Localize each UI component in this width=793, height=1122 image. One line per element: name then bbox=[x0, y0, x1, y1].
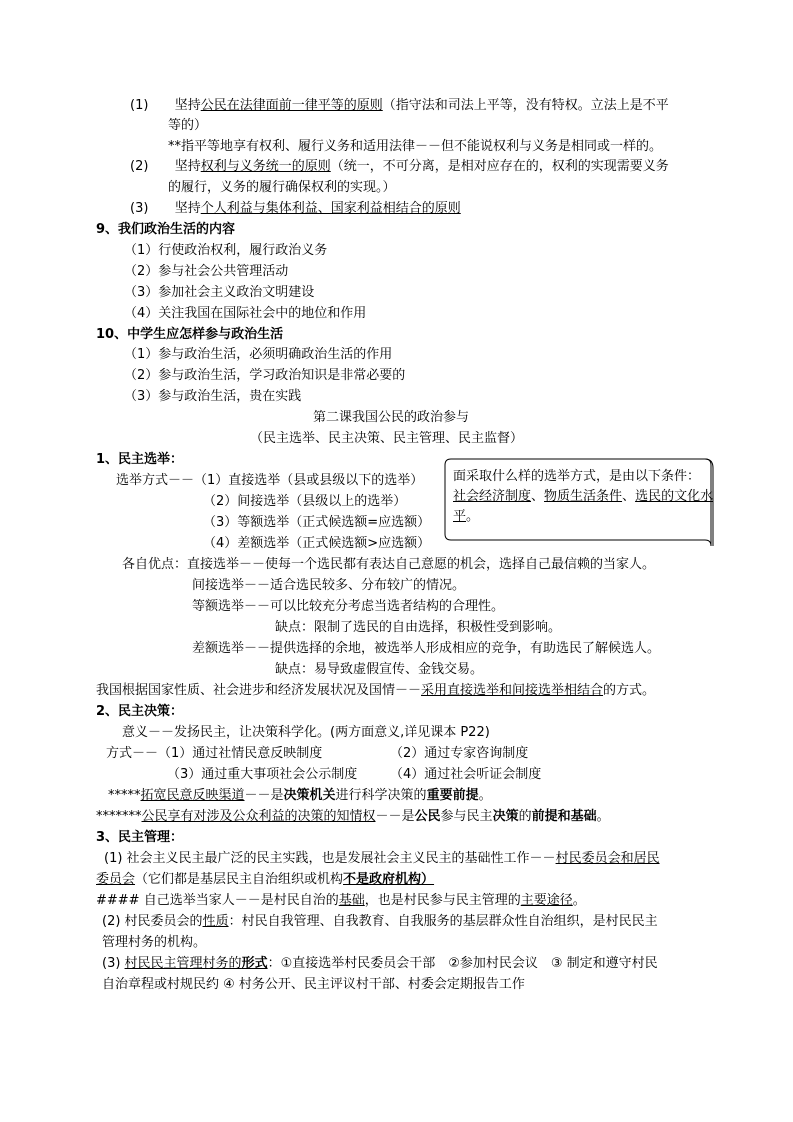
section-9-item: （1）行使政治权利，履行政治义务 bbox=[124, 243, 328, 258]
decision-way-3: （3）通过重大事项社会公示制度 bbox=[167, 767, 358, 782]
decision-title: 2、民主决策： bbox=[96, 704, 184, 719]
election-merit-2: 间接选举－－适合选民较多、分布较广的情况。 bbox=[192, 578, 466, 593]
section-10-item: （1）参与政治生活，必须明确政治生活的作用 bbox=[124, 347, 393, 362]
lesson-title: 第二课我国公民的政治参与 bbox=[313, 410, 470, 425]
section-10-item: （2）参与政治生活，学习政治知识是非常必要的 bbox=[124, 368, 406, 383]
management-item-2-cont: 管理村务的机构。 bbox=[102, 935, 207, 950]
section-9-item: （4）关注我国在国际社会中的地位和作用 bbox=[124, 306, 367, 321]
section-10-item: （3）参与政治生活，贵在实践 bbox=[124, 389, 302, 404]
principle-1-cont: 等的） bbox=[168, 118, 208, 133]
decision-way-1: 方式－－（1）通过社情民意反映制度 bbox=[106, 746, 323, 761]
note-text: 面采取什么样的选举方式，是由以下条件： 社会经济制度、物质生活条件、选民的文化水平。 bbox=[453, 469, 714, 524]
decision-way-2: （2）通过专家咨询制度 bbox=[390, 746, 529, 761]
management-item-1-cont: 委员会（它们都是基层民主自治组织或机构不是政府机构） bbox=[96, 872, 435, 887]
section-9-item: （3）参加社会主义政治文明建设 bbox=[124, 285, 315, 300]
decision-note-2: *******公民享有对涉及公众利益的决策的知情权－－是公民参与民主决策的前提和基础。 bbox=[96, 809, 610, 824]
management-item-1: (1) 社会主义民主最广泛的民主实践，也是发展社会主义民主的基础性工作－－村民委员会和居民 bbox=[104, 851, 660, 866]
election-merit-4: 差额选举－－提供选择的余地，被选举人形成相应的竞争，有助选民了解候选人。 bbox=[192, 641, 661, 656]
principle-2-cont: 的履行，义务的履行确保权利的实现。） bbox=[168, 180, 396, 195]
election-china: 我国根据国家性质、社会进步和经济发展状况及国情－－采用直接选举和间接选举相结合的方式。 bbox=[96, 683, 656, 698]
decision-way-4: （4）通过社会听证会制度 bbox=[390, 767, 542, 782]
section-9-item: （2）参与社会公共管理活动 bbox=[124, 264, 289, 279]
management-hash-note: #### 自己选举当家人－－是村民自治的基础，也是村民参与民主管理的主要途径。 bbox=[96, 893, 586, 908]
election-title: 1、民主选举： bbox=[96, 452, 184, 467]
decision-note-1: *****拓宽民意反映渠道－－是决策机关进行科学决策的重要前提。 bbox=[108, 788, 492, 803]
note-box bbox=[443, 456, 715, 556]
election-merit-1: 各自优点：直接选举－－使每一个选民都有表达自己意愿的机会，选择自己最信赖的当家人。 bbox=[122, 557, 656, 572]
management-item-3-cont: 自治章程或村规民约 ④ 村务公开、民主评议村干部、村委会定期报告工作 bbox=[102, 977, 525, 992]
decision-meaning: 意义－－发扬民主，让决策科学化。(两方面意义,详见课本 P22) bbox=[122, 725, 490, 740]
management-item-2: (2) 村民委员会的性质：村民自我管理、自我教育、自我服务的基层群众性自治组织，是村民民主 bbox=[102, 914, 658, 929]
lesson-subtitle: （民主选举、民主决策、民主管理、民主监督） bbox=[250, 431, 524, 446]
election-flaw-3: 缺点：限制了选民的自由选择，积极性受到影响。 bbox=[275, 620, 562, 635]
management-item-3: (3) 村民民主管理村务的形式：①直接选举村民委员会干部 ②参加村民会议 ③ 制定和遵守村民 bbox=[102, 956, 658, 971]
principle-3: (3) 坚持个人利益与集体利益、国家利益相结合的原则 bbox=[130, 201, 461, 216]
principle-2: (2) 坚持权利与义务统一的原则（统一，不可分离，是相对应存在的，权利的实现需要义务 bbox=[130, 159, 669, 174]
election-way-2: （2）间接选举（县级以上的选举） bbox=[203, 494, 407, 509]
election-flaw-4: 缺点：易导致虚假宣传、金钱交易。 bbox=[275, 662, 484, 677]
election-way-3: （3）等额选举（正式候选额=应选额） bbox=[203, 515, 431, 530]
principle-1-note: **指平等地享有权利、履行义务和适用法律－－但不能说权利与义务是相同或一样的。 bbox=[168, 139, 663, 154]
management-title: 3、民主管理： bbox=[96, 830, 184, 845]
election-way-4: （4）差额选举（正式候选额>应选额） bbox=[203, 536, 431, 551]
election-way-1: 选举方式－－（1）直接选举（县或县级以下的选举） bbox=[116, 473, 424, 488]
election-merit-3: 等额选举－－可以比较充分考虑当选者结构的合理性。 bbox=[192, 599, 505, 614]
section-10-title: 10、中学生应怎样参与政治生活 bbox=[96, 327, 284, 342]
principle-1: (1) 坚持公民在法律面前一律平等的原则（指守法和司法上平等，没有特权。立法上是不平 bbox=[130, 98, 669, 113]
section-9-title: 9、我们政治生活的内容 bbox=[96, 222, 236, 237]
